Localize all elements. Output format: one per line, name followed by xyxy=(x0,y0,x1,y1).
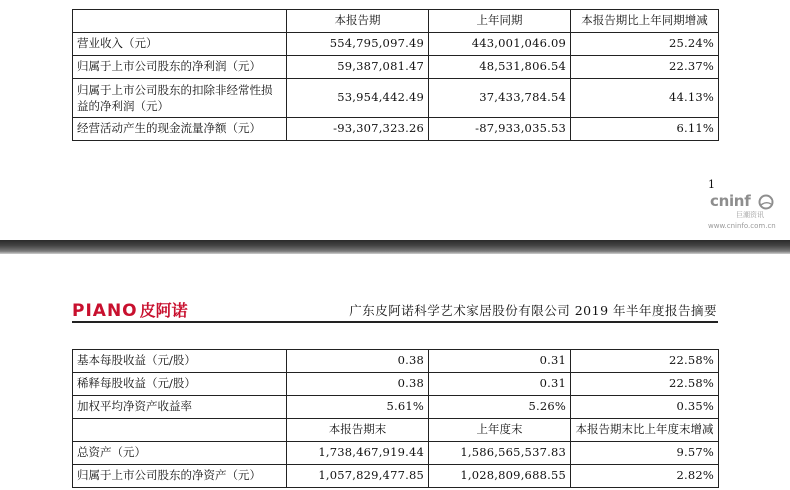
header-cell: 本报告期 xyxy=(287,10,429,33)
pdf-page-1 xyxy=(0,0,790,240)
header-cell: 本报告期比上年同期增减 xyxy=(571,10,719,33)
table-cell: -87,933,035.53 xyxy=(429,118,571,141)
row-label: 基本每股收益（元/股） xyxy=(73,350,287,373)
table-row xyxy=(73,79,719,118)
pdf-page-2 xyxy=(0,254,790,490)
row-label: 归属于上市公司股东的净资产（元） xyxy=(73,465,287,488)
header-cell xyxy=(73,10,287,33)
table-cell: 0.35% xyxy=(571,396,719,419)
row-label: 归属于上市公司股东的扣除非经常性损益的净利润（元） xyxy=(73,79,287,118)
key-financials-table xyxy=(72,9,719,141)
table-cell: 554,795,097.49 xyxy=(287,33,429,56)
table-cell: 0.31 xyxy=(429,373,571,396)
header-cell: 本报告期末比上年度末增减 xyxy=(571,419,719,442)
table-row xyxy=(73,56,719,79)
table-cell: 25.24% xyxy=(571,33,719,56)
header-cell xyxy=(73,419,287,442)
cninfo-swirl-icon xyxy=(758,194,774,210)
table-row xyxy=(73,442,719,465)
row-label: 稀释每股收益（元/股） xyxy=(73,373,287,396)
table-cell: 22.58% xyxy=(571,373,719,396)
watermark-word: cninf xyxy=(710,192,751,210)
header-rule xyxy=(72,321,718,323)
table-cell: 5.61% xyxy=(287,396,429,419)
logo-zh: 皮阿诺 xyxy=(139,301,188,320)
document-title: 广东皮阿诺科学艺术家居股份有限公司 2019 年半年度报告摘要 xyxy=(349,303,717,318)
per-share-assets-table xyxy=(72,349,719,488)
table-cell: 2.82% xyxy=(571,465,719,488)
row-label: 总资产（元） xyxy=(73,442,287,465)
table-row xyxy=(73,33,719,56)
table-cell: 1,057,829,477.85 xyxy=(287,465,429,488)
piano-logo xyxy=(72,298,188,321)
page-number: 1 xyxy=(708,178,715,191)
table-row xyxy=(73,373,719,396)
table-cell: 22.58% xyxy=(571,350,719,373)
table-row xyxy=(73,118,719,141)
row-label: 加权平均净资产收益率 xyxy=(73,396,287,419)
table-cell: 53,954,442.49 xyxy=(287,79,429,118)
table-header-row xyxy=(73,10,719,33)
table-cell: 1,028,809,688.55 xyxy=(429,465,571,488)
table-cell: 0.31 xyxy=(429,350,571,373)
table-cell: 0.38 xyxy=(287,373,429,396)
table-cell: 9.57% xyxy=(571,442,719,465)
table-cell: 0.38 xyxy=(287,350,429,373)
table-cell: 37,433,784.54 xyxy=(429,79,571,118)
table-row xyxy=(73,396,719,419)
row-label: 归属于上市公司股东的净利润（元） xyxy=(73,56,287,79)
table-cell: 5.26% xyxy=(429,396,571,419)
table-cell: 6.11% xyxy=(571,118,719,141)
table-cell: 59,387,081.47 xyxy=(287,56,429,79)
table-cell: 1,586,565,537.83 xyxy=(429,442,571,465)
header-cell: 上年同期 xyxy=(429,10,571,33)
table-cell: 22.37% xyxy=(571,56,719,79)
table-cell: 44.13% xyxy=(571,79,719,118)
row-label: 营业收入（元） xyxy=(73,33,287,56)
table-header-row xyxy=(73,419,719,442)
table-cell: 443,001,046.09 xyxy=(429,33,571,56)
cninfo-watermark xyxy=(706,192,784,234)
table-cell: 1,738,467,919.44 xyxy=(287,442,429,465)
table-row xyxy=(73,465,719,488)
table-row xyxy=(73,350,719,373)
table-cell: 48,531,806.54 xyxy=(429,56,571,79)
watermark-url: www.cninfo.com.cn xyxy=(708,222,776,230)
table-cell: -93,307,323.26 xyxy=(287,118,429,141)
logo-en: PIANO xyxy=(72,301,138,321)
row-label: 经营活动产生的现金流量净额（元） xyxy=(73,118,287,141)
page-separator xyxy=(0,240,790,254)
header-cell: 本报告期末 xyxy=(287,419,429,442)
watermark-cn: 巨潮资讯 xyxy=(736,211,764,219)
header-cell: 上年度末 xyxy=(429,419,571,442)
